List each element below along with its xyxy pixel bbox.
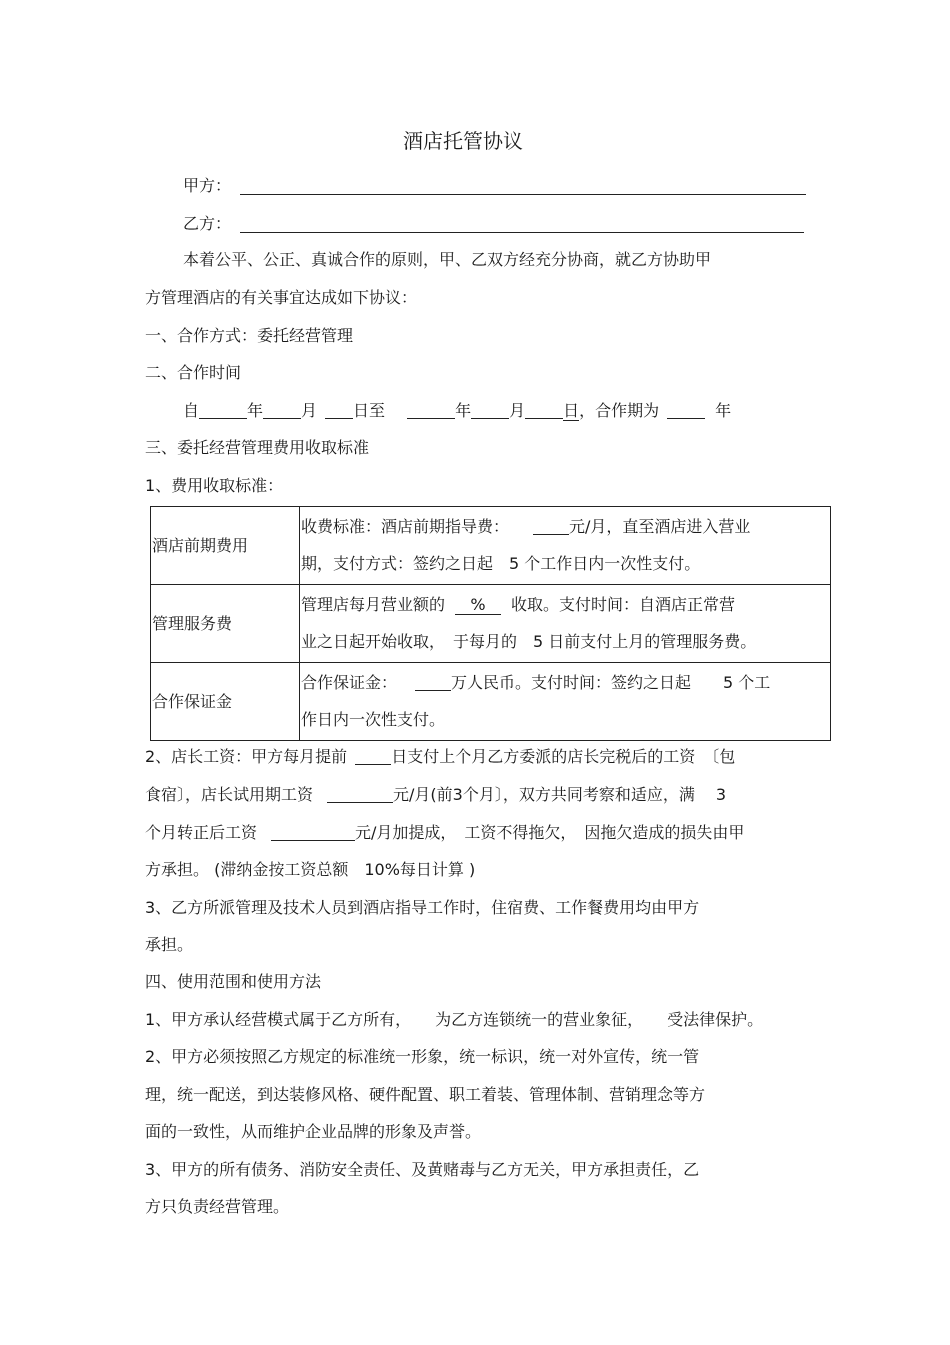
- fee-name: 管理服务费: [151, 585, 300, 663]
- s4-item-2-line-3: 面的一致性，从而维护企业品牌的形象及声誉。: [145, 1122, 482, 1141]
- deposit-blank[interactable]: [415, 674, 451, 691]
- salary-text: 元/月加提成， 工资不得拖欠， 因拖欠造成的损失由甲: [355, 823, 745, 842]
- fee-detail-text: 收费标准：酒店前期指导费：: [301, 517, 510, 536]
- end-day-blank[interactable]: [525, 402, 563, 419]
- time-period: ，合作期为: [579, 401, 660, 420]
- party-b-field[interactable]: [240, 232, 804, 233]
- salary-line-4: 方承担。 (滞纳金按工资总额 10%每日计算 ): [145, 860, 476, 879]
- fee-name: 酒店前期费用: [151, 507, 300, 585]
- s4-item-3-line-2: 方只负责经营管理。: [145, 1197, 290, 1216]
- salary-line-1: [145, 747, 735, 767]
- fee-detail-text: 期，支付方式：签约之日起 5 个工作日内一次性支付。: [301, 554, 701, 573]
- fee-name: 合作保证金: [151, 663, 300, 741]
- start-day-blank[interactable]: [325, 402, 353, 419]
- fee-detail: [300, 585, 831, 663]
- fee-table: [150, 506, 831, 741]
- fee-detail-text: 业之日起开始收取， 于每月的 5 日前支付上月的管理服务费。: [301, 632, 757, 651]
- time-day-to: 日至: [353, 401, 386, 420]
- party-b-label: 乙方：: [183, 214, 232, 233]
- fee-detail-text: 合作保证金：: [301, 673, 398, 692]
- time-year: 年: [247, 401, 264, 420]
- salary-line-2: [145, 785, 726, 805]
- fee-detail-text: 元/月，直至酒店进入营业: [569, 517, 751, 536]
- salary-text: 食宿〕，店长试用期工资: [145, 785, 314, 804]
- cooperation-time-line: [183, 401, 731, 421]
- s4-item-2-line-1: 2、甲方必须按照乙方规定的标准统一形象，统一标识，统一对外宣传，统一管: [145, 1047, 700, 1066]
- salary-text: 2、店长工资：甲方每月提前: [145, 747, 348, 766]
- intro-line-1: 本着公平、公正、真诚合作的原则，甲、乙双方经充分协商，就乙方协助甲: [183, 250, 712, 269]
- salary-text: 元/月(前3个月〕，双方共同考察和适应，满 3: [393, 785, 727, 804]
- start-month-blank[interactable]: [263, 402, 301, 419]
- time-month-2: 月: [509, 401, 526, 420]
- table-row: [151, 663, 831, 741]
- guidance-fee-blank[interactable]: [533, 518, 569, 535]
- time-from: 自: [183, 401, 200, 420]
- fee-detail: [300, 663, 831, 741]
- time-month: 月: [301, 401, 318, 420]
- section-3-heading: 三、委托经营管理费用收取标准: [145, 438, 370, 457]
- item-3-line-1: 3、乙方所派管理及技术人员到酒店指导工作时，住宿费、工作餐费用均由甲方: [145, 898, 700, 917]
- trial-salary-blank[interactable]: [327, 786, 393, 803]
- section-1-heading: 一、合作方式：委托经营管理: [145, 326, 354, 345]
- time-year-3: 年: [715, 401, 732, 420]
- start-year-blank[interactable]: [199, 402, 247, 419]
- fee-detail: [300, 507, 831, 585]
- fee-detail-text: 万人民币。支付时间：签约之日起 5 个工: [451, 673, 771, 692]
- salary-text: 个月转正后工资: [145, 823, 258, 842]
- regular-salary-blank[interactable]: [271, 824, 355, 841]
- percent-blank[interactable]: %: [455, 596, 501, 615]
- party-a-label: 甲方：: [183, 176, 232, 195]
- advance-days-blank[interactable]: [355, 748, 391, 765]
- item-3-line-2: 承担。: [145, 935, 194, 954]
- time-year-2: 年: [455, 401, 472, 420]
- subsection-1-heading: 1、费用收取标准：: [145, 476, 284, 495]
- table-row: [151, 507, 831, 585]
- section-2-heading: 二、合作时间: [145, 363, 242, 382]
- section-4-heading: 四、使用范围和使用方法: [145, 972, 322, 991]
- fee-detail-text: 作日内一次性支付。: [301, 710, 446, 729]
- fee-detail-text: 收取。支付时间：自酒店正常营: [511, 595, 736, 614]
- s4-item-2-line-2: 理，统一配送，到达装修风格、硬件配置、职工着装、管理体制、营销理念等方: [145, 1085, 706, 1104]
- salary-line-3: [145, 823, 744, 843]
- page-title: 酒店托管协议: [403, 129, 523, 153]
- table-row: [151, 585, 831, 663]
- s4-item-3-line-1: 3、甲方的所有债务、消防安全责任、及黄赌毒与乙方无关，甲方承担责任，乙: [145, 1160, 700, 1179]
- s4-item-1: 1、甲方承认经营模式属于乙方所有， 为乙方连锁统一的营业象征， 受法律保护。: [145, 1010, 764, 1029]
- end-year-blank[interactable]: [407, 402, 455, 419]
- intro-line-2: 方管理酒店的有关事宜达成如下协议：: [145, 288, 418, 307]
- end-month-blank[interactable]: [471, 402, 509, 419]
- fee-detail-text: 管理店每月营业额的: [301, 595, 446, 614]
- party-a-field[interactable]: [240, 194, 806, 195]
- period-years-blank[interactable]: [667, 402, 705, 419]
- time-day-2: 日: [563, 401, 580, 420]
- salary-text: 日支付上个月乙方委派的店长完税后的工资 〔包: [391, 747, 736, 766]
